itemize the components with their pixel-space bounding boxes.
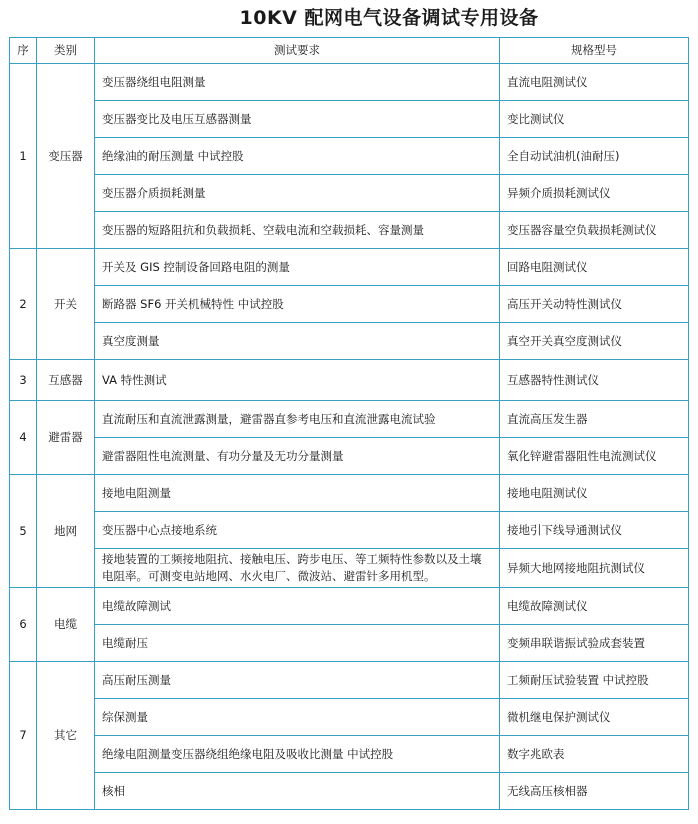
header-model: 规格型号 — [500, 38, 689, 64]
table-row — [10, 588, 689, 625]
group-category: 避雷器 — [37, 401, 95, 475]
requirement-cell: 变压器的短路阻抗和负载损耗、空载电流和空载损耗、容量测量 — [95, 212, 500, 249]
group-index: 4 — [10, 401, 37, 475]
group-category: 其它 — [37, 662, 95, 810]
model-cell: 数字兆欧表 — [500, 736, 689, 773]
table-row — [10, 773, 689, 810]
requirement-cell: 核相 — [95, 773, 500, 810]
requirement-cell: 变压器中心点接地系统 — [95, 512, 500, 549]
requirement-cell: 真空度测量 — [95, 323, 500, 360]
group-category: 地网 — [37, 475, 95, 588]
requirement-cell: 高压耐压测量 — [95, 662, 500, 699]
header-row — [10, 38, 689, 64]
requirement-cell: VA 特性测试 — [95, 360, 500, 401]
table-row — [10, 64, 689, 101]
table-row — [10, 323, 689, 360]
group-index: 5 — [10, 475, 37, 588]
requirement-cell: 电缆耐压 — [95, 625, 500, 662]
model-cell: 无线高压核相器 — [500, 773, 689, 810]
header-category: 类别 — [37, 38, 95, 64]
model-cell: 氧化锌避雷器阻性电流测试仪 — [500, 438, 689, 475]
model-cell: 接地引下线导通测试仪 — [500, 512, 689, 549]
requirement-cell: 变压器变比及电压互感器测量 — [95, 101, 500, 138]
requirement-cell: 断路器 SF6 开关机械特性 中试控股 — [95, 286, 500, 323]
requirement-cell: 绝缘电阻测量变压器绕组绝缘电阻及吸收比测量 中试控股 — [95, 736, 500, 773]
table-row — [10, 175, 689, 212]
model-cell: 高压开关动特性测试仪 — [500, 286, 689, 323]
model-cell: 全自动试油机(油耐压) — [500, 138, 689, 175]
requirement-cell: 综保测量 — [95, 699, 500, 736]
table-row — [10, 138, 689, 175]
model-cell: 工频耐压试验装置 中试控股 — [500, 662, 689, 699]
table-row — [10, 286, 689, 323]
requirement-cell: 绝缘油的耐压测量 中试控股 — [95, 138, 500, 175]
equipment-table — [9, 37, 689, 810]
model-cell: 变比测试仪 — [500, 101, 689, 138]
table-row — [10, 512, 689, 549]
requirement-cell: 变压器绕组电阻测量 — [95, 64, 500, 101]
model-cell: 微机继电保护测试仪 — [500, 699, 689, 736]
requirement-cell: 接地装置的工频接地阻抗、接触电压、跨步电压、等工频特性参数以及土壤电阻率。可测变电站地网、水火电厂、微波站、避雷针多用机型。 — [95, 549, 500, 588]
model-cell: 直流高压发生器 — [500, 401, 689, 438]
table-row — [10, 438, 689, 475]
table-row — [10, 212, 689, 249]
requirement-cell: 电缆故障测试 — [95, 588, 500, 625]
group-index: 7 — [10, 662, 37, 810]
group-category: 电缆 — [37, 588, 95, 662]
table-row — [10, 249, 689, 286]
requirement-cell: 直流耐压和直流泄露测量，避雷器直参考电压和直流泄露电流试验 — [95, 401, 500, 438]
table-row — [10, 699, 689, 736]
model-cell: 变频串联谐振试验成套装置 — [500, 625, 689, 662]
table-row — [10, 475, 689, 512]
group-index: 6 — [10, 588, 37, 662]
table-row — [10, 549, 689, 588]
model-cell: 真空开关真空度测试仪 — [500, 323, 689, 360]
model-cell: 异频介质损耗测试仪 — [500, 175, 689, 212]
model-cell: 互感器特性测试仪 — [500, 360, 689, 401]
requirement-cell: 开关及 GIS 控制设备回路电阻的测量 — [95, 249, 500, 286]
model-cell: 直流电阻测试仪 — [500, 64, 689, 101]
group-index: 3 — [10, 360, 37, 401]
table-row — [10, 662, 689, 699]
header-requirement: 测试要求 — [95, 38, 500, 64]
group-category: 互感器 — [37, 360, 95, 401]
group-index: 1 — [10, 64, 37, 249]
group-category: 变压器 — [37, 64, 95, 249]
requirement-cell: 接地电阻测量 — [95, 475, 500, 512]
group-category: 开关 — [37, 249, 95, 360]
table-row — [10, 360, 689, 401]
table-row — [10, 401, 689, 438]
requirement-cell: 变压器介质损耗测量 — [95, 175, 500, 212]
table-row — [10, 625, 689, 662]
table-row — [10, 101, 689, 138]
header-index: 序 — [10, 38, 37, 64]
model-cell: 变压器容量空负载损耗测试仪 — [500, 212, 689, 249]
requirement-cell: 避雷器阻性电流测量、有功分量及无功分量测量 — [95, 438, 500, 475]
model-cell: 电缆故障测试仪 — [500, 588, 689, 625]
page-title: 10KV 配网电气设备调试专用设备 — [239, 7, 539, 29]
model-cell: 接地电阻测试仪 — [500, 475, 689, 512]
model-cell: 异频大地网接地阻抗测试仪 — [500, 549, 689, 588]
model-cell: 回路电阻测试仪 — [500, 249, 689, 286]
table-row — [10, 736, 689, 773]
group-index: 2 — [10, 249, 37, 360]
